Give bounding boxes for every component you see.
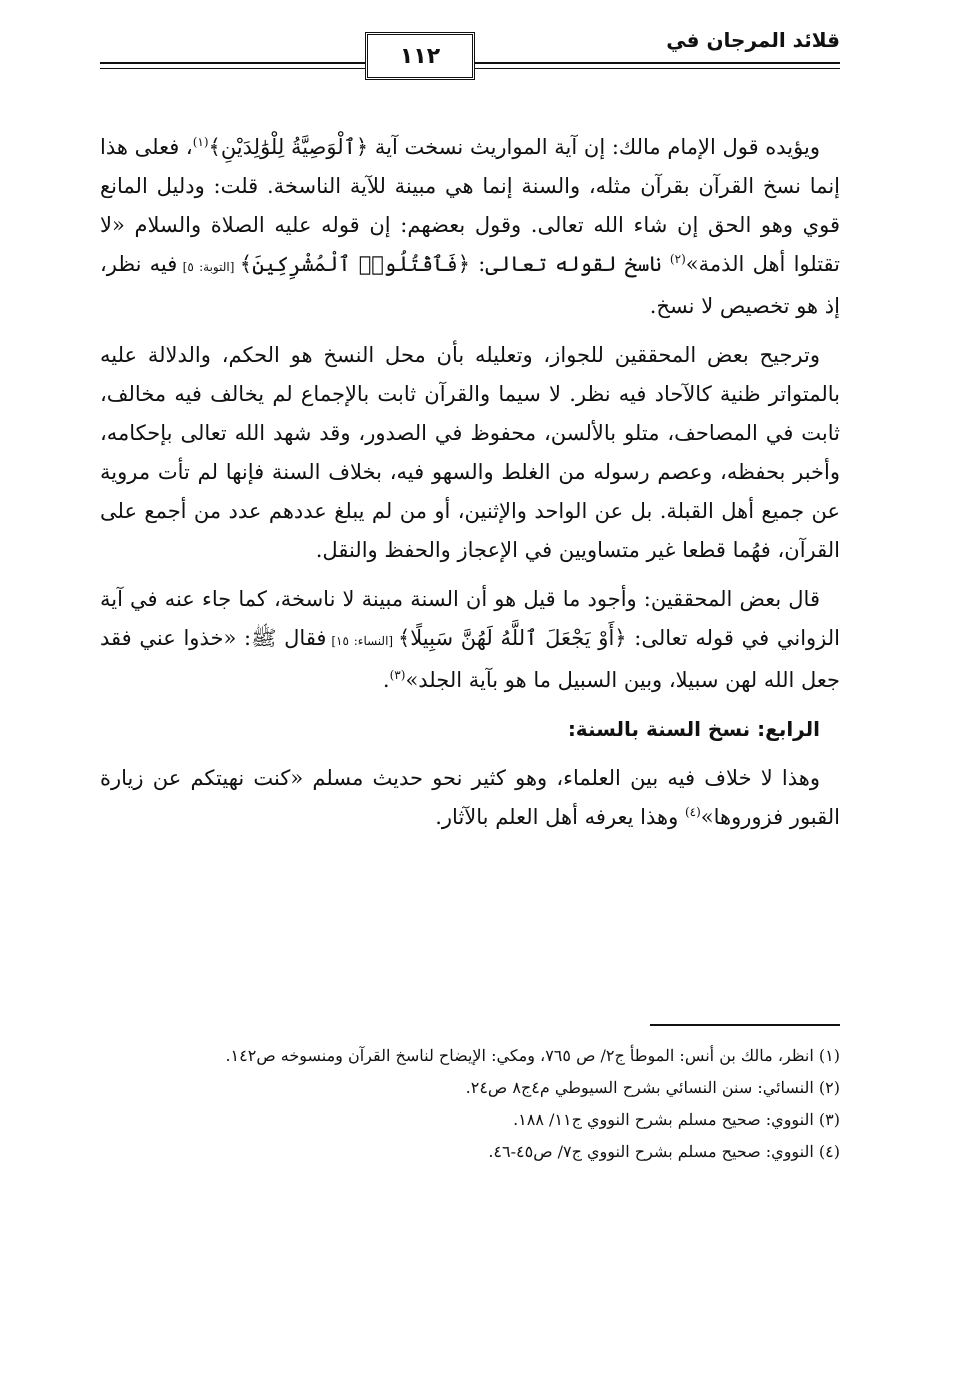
header-rule (492, 68, 840, 69)
text-run: قال بعض المحققين: وأجود ما قيل هو أن السنة مبينة لا ناسخة، كما جاء عنه في آية الزواني في قوله تعالى: (100, 587, 841, 650)
text-run: وهذا لا خلاف فيه بين العلماء، وهو كثير نحو حديث مسلم «كنت نهيتكم عن زيارة القبور فزوروها» (100, 766, 840, 829)
running-title: قلائد المرجان في (666, 28, 840, 52)
footnote-4: (٤) النووي: صحيح مسلم بشرح النووي ج٧/ ص٤٥-٤٦. (488, 1142, 840, 1161)
footnote-1: (١) انظر، مالك بن أنس: الموطأ ج٢/ ص ٧٦٥، ومكي: الإيضاح لناسخ القرآن ومنسوخه ص١٤٢. (225, 1046, 840, 1065)
text-run: فقال ﷺ: «خذوا عني فقد جعل الله لهن سبيلا، وبين السبيل ما هو بآية الجلد» (100, 626, 840, 692)
page-header (100, 22, 840, 82)
footnote-marker: (٤) (684, 805, 701, 819)
text-run: ويؤيده قول الإمام مالك: إن آية المواريث نسخت آية (368, 135, 820, 159)
footnote-separator (650, 1024, 840, 1026)
quran-verse: ﴿ٱلْوَصِيَّةُ لِلْوَٰلِدَيْنِ﴾ (208, 135, 369, 159)
quran-verse: ﴿فَٱقْتُلُوا۟ ٱلْمُشْرِكِينَ﴾ (239, 252, 471, 276)
paragraph-1 (100, 128, 840, 326)
footnote-2: (٢) النسائي: سنن النسائي بشرح السيوطي م٤ج٨ ص٢٤. (465, 1078, 840, 1097)
footnote-3: (٣) النووي: صحيح مسلم بشرح النووي ج١١/ ١٨٨. (513, 1110, 840, 1129)
footnote-marker: (٢) (669, 252, 686, 266)
text-run: . (382, 668, 390, 692)
header-rule (492, 62, 840, 64)
verse-reference: [النساء: ١٥] (326, 634, 398, 648)
paragraph-4 (100, 759, 840, 837)
quran-verse: ﴿أَوْ يَجْعَلَ ٱللَّهُ لَهُنَّ سَبِيلًا﴾ (397, 626, 627, 650)
text-run: فيه نظر، إذ هو تخصيص لا نسخ. (100, 252, 840, 318)
paragraph-3 (100, 580, 840, 700)
text-run: ناسخ لقوله تعالى: (470, 252, 670, 276)
paragraph-2: وترجيح بعض المحققين للجواز، وتعليله بأن محل النسخ هو الحكم، والدلالة عليه بالمتواتر ظنية كالآحاد فيه نظر. لا سيما والقرآن ثابت بالإجماع لم يخالف فيه مخالف، ثابت في المصاحف، متلو بالألسن، محفوظ في الصدور، وقد شهد الله تعالى بإحكامه، وأخبر بحفظه، وعصم رسوله من الغلط والسهو فيه، بخلاف السنة فإنها لم تأت مروية عن جميع أهل القبلة. بل عن الواحد والإثنين، أو من لم يبلغ عددهم عدد من أجمع على القرآن، فهُما قطعا غير متساويين في الإعجاز والحفظ والنقل. (100, 343, 840, 562)
page-number: ١١٢ (365, 32, 475, 80)
text-run: وهذا يعرفه أهل العلم بالآثار. (435, 805, 685, 829)
verse-reference: [التوبة: ٥] (177, 260, 240, 274)
footnote-marker: (١) (192, 135, 209, 149)
footnotes (100, 1040, 840, 1168)
footnote-marker: (٣) (389, 668, 406, 682)
section-heading: الرابع: نسخ السنة بالسنة: (567, 717, 820, 741)
main-text (100, 128, 840, 847)
text-run: ، فعلى هذا إنما نسخ القرآن بقرآن مثله، والسنة إنما هي مبينة للآية الناسخة. قلت: ودليل المانع قوي وهو الحق إن شاء الله تعالى. وقول بعضهم: إن قوله عليه الصلاة والسلام «لا تقتلوا أهل الذمة» (100, 135, 841, 276)
